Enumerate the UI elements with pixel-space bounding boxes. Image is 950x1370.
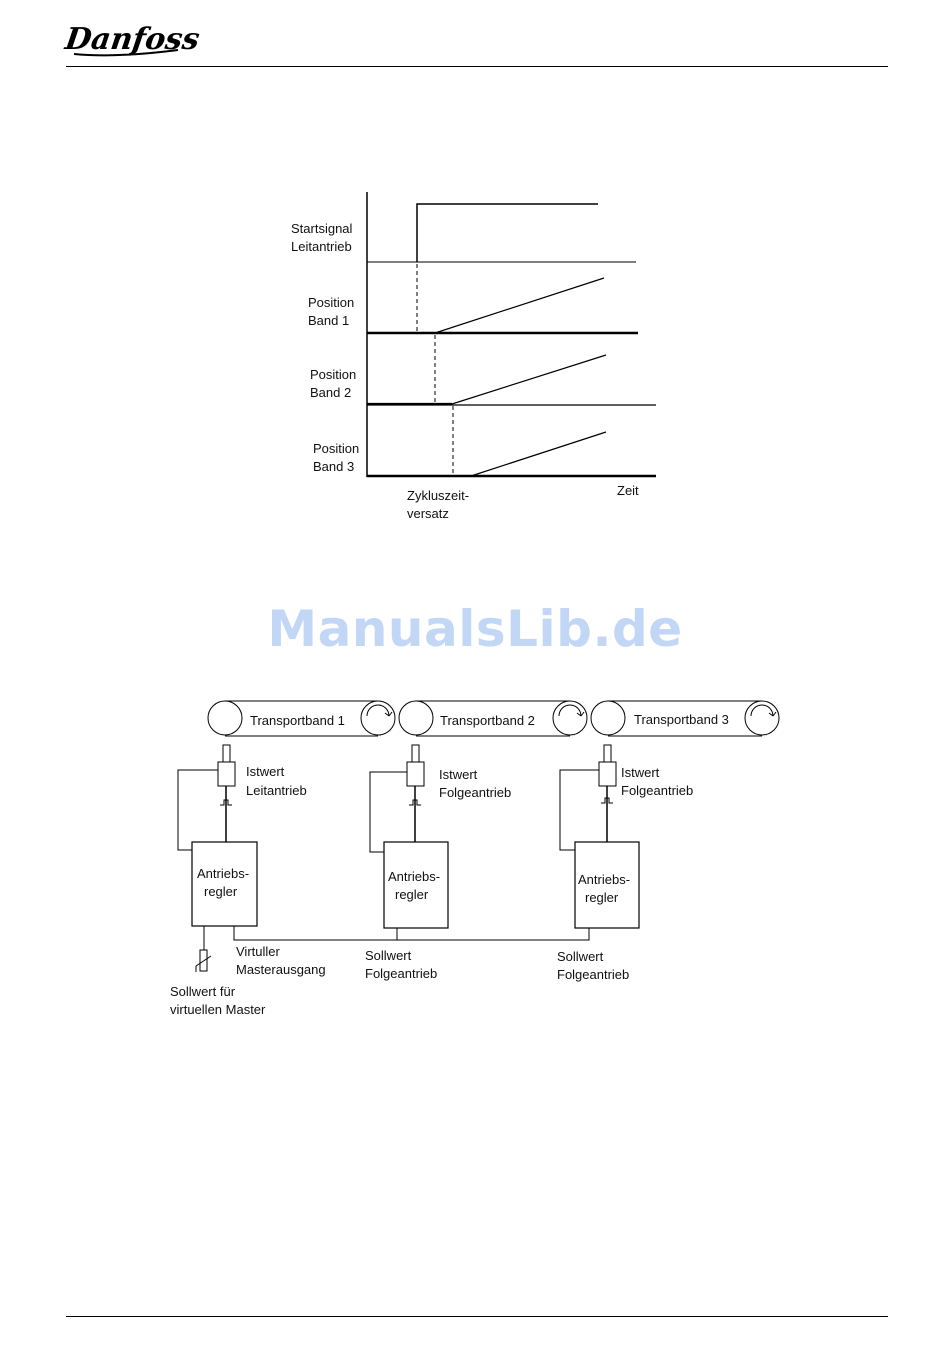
- offset-label-line1: Zykluszeit-: [407, 488, 470, 503]
- pulley-left-3: [591, 701, 625, 735]
- controller-label-1a: Antriebs-: [197, 866, 250, 881]
- footer-rule: [66, 1316, 888, 1317]
- setpoint-follower-1-label-1: Sollwert: [365, 948, 412, 963]
- controller-label-2b: regler: [395, 887, 429, 902]
- row-label-band-1: Band 1: [308, 313, 350, 328]
- encoder-1: [218, 745, 307, 842]
- svg-text:Danfoss: Danfoss: [62, 22, 202, 57]
- row-label-position-2: Position: [310, 367, 357, 382]
- controller-label-3b: regler: [585, 890, 619, 905]
- setpoint-follower-2-label-2: Folgeantrieb: [557, 967, 630, 982]
- controller-3: [575, 842, 639, 928]
- feedback-line-2: [370, 772, 407, 852]
- encoder-label-3b: Folgeantrieb: [621, 783, 694, 798]
- feedback-line-3: [560, 770, 599, 850]
- controller-label-2a: Antriebs-: [388, 869, 441, 884]
- transport-band-3: [591, 701, 779, 736]
- controller-1: [192, 842, 257, 926]
- virtual-output-label-1: Virtuller: [236, 944, 280, 959]
- pulley-left-2: [399, 701, 433, 735]
- transport-band-2: [399, 701, 587, 736]
- band-label-3: Transportband 3: [634, 712, 729, 727]
- encoder-label-2a: Istwert: [439, 767, 478, 782]
- time-axis-label: Zeit: [617, 483, 639, 498]
- encoder-label-3a: Istwert: [621, 765, 660, 780]
- controller-label-3a: Antriebs-: [578, 872, 631, 887]
- controller-2: [384, 842, 448, 928]
- row-label-band-2: Band 2: [310, 385, 352, 400]
- encoder-label-2b: Folgeantrieb: [439, 785, 512, 800]
- row-label-position-1: Position: [308, 295, 355, 310]
- offset-label-line2: versatz: [407, 506, 449, 521]
- row-label-leitantrieb: Leitantrieb: [291, 239, 352, 254]
- row-label-startsignal: Startsignal: [291, 221, 353, 236]
- band-label-1: Transportband 1: [250, 713, 345, 728]
- controller-label-1b: regler: [204, 884, 238, 899]
- pulley-right-3: [745, 701, 779, 735]
- band-label-2: Transportband 2: [440, 713, 535, 728]
- feedback-line-1: [178, 770, 218, 850]
- row-label-band-3: Band 3: [313, 459, 355, 474]
- encoder-2: [407, 745, 511, 842]
- pulley-left-1: [208, 701, 242, 735]
- transport-band-1: [208, 701, 395, 736]
- setpoint-follower-1-label-2: Folgeantrieb: [365, 966, 438, 981]
- encoder-3: [599, 745, 693, 842]
- encoder-label-1b: Leitantrieb: [246, 783, 307, 798]
- potentiometer-icon: [196, 926, 211, 972]
- pulley-right-1: [361, 701, 395, 735]
- virtual-master-setpoint-label-1: Sollwert für: [170, 984, 236, 999]
- setpoint-follower-2-label-1: Sollwert: [557, 949, 604, 964]
- watermark: ManualsLib.de: [267, 600, 683, 658]
- virtual-master-setpoint-label-2: virtuellen Master: [170, 1002, 266, 1017]
- row-label-position-3: Position: [313, 441, 360, 456]
- encoder-label-1a: Istwert: [246, 764, 285, 779]
- pulley-right-2: [553, 701, 587, 735]
- virtual-output-label-2: Masterausgang: [236, 962, 326, 977]
